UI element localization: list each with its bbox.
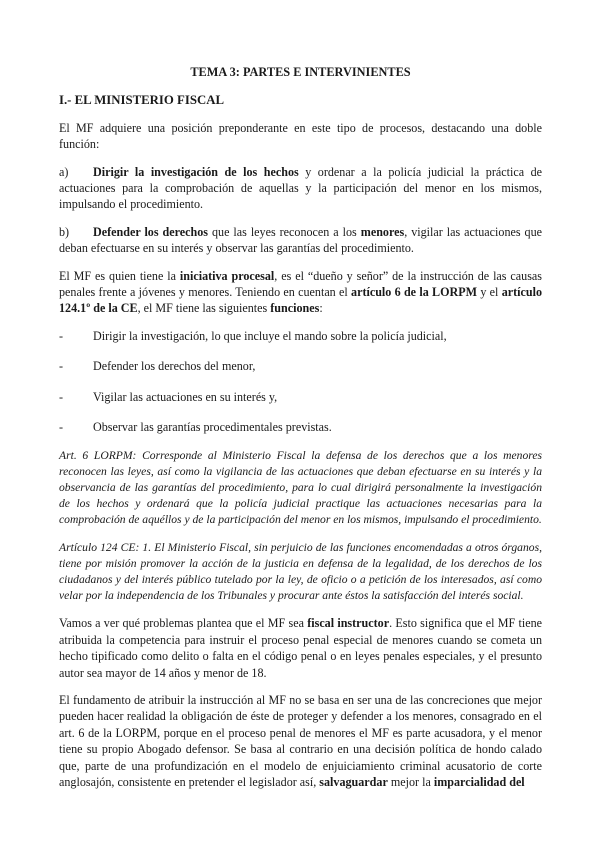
fundamento-bold-1: salvaguardar [319,774,388,789]
function-text: Observar las garantías procedimentales previstas. [93,420,332,435]
section-heading: I.- EL MINISTERIO FISCAL [59,93,224,108]
functions-list [59,328,542,436]
function-text: Vigilar las actuaciones en su interés y, [93,389,278,404]
instructor-paragraph [59,615,542,681]
fundamento-paragraph [59,692,542,790]
item-b-marker: b) [59,224,70,239]
mf-text-1: El MF es quien tiene la [59,268,180,283]
item-b-mid: que las leyes reconocen a los [208,224,361,239]
function-item [59,358,542,374]
dash-marker: - [59,389,64,404]
function-text: Dirigir la investigación, lo que incluye el mando sobre la policía judicial, [93,328,447,343]
dash-marker: - [59,420,64,435]
fundamento-text-1: El fundamento de atribuir la instrucción al MF no se basa en ser una de las concreciones que mejor pueden hacer realidad la obligación de éste de proteger y defender a los menores, consagrado en el art. 6 de la LORPM, porque en el proceso penal de menores el MF es parte acusadora, y el menor tiene su propio Abogado defensor. Se basa al contrario en una decisión política de hondo calado que, parte de una profundización en el modelo de enjuiciamiento criminal acusatorio de corte anglosajón, consistente en pretender el legislador así, [59,692,542,789]
mf-text-5: : [319,301,323,316]
fundamento-text-2: mejor la [387,774,434,789]
dash-marker: - [59,359,64,374]
function-item [59,328,542,344]
item-b-text: , vigilar las actuaciones que deban efectuarse en su interés y observar las garantías del procedimiento. [59,224,542,256]
intro-paragraph: El MF adquiere una posición preponderante en este tipo de procesos, destacando una doble función: [59,120,542,152]
fundamento-bold-2: imparcialidad del [433,774,525,789]
item-a [59,164,542,213]
quote-lorpm: Art. 6 LORPM: Corresponde al Ministerio Fiscal la defensa de los derechos que a los menores reconocen las leyes, así como la vigilancia de las actuaciones que deban efectuarse en su interés y la observancia de las garantías del procedimiento, para lo cual dirigirá personalmente la investigación de los hechos y ordenará que la policía judicial practique las actuaciones necesarias para la comprobación de aquéllos y de la participación del menor en los mismos, impulsando el procedimiento. [59,448,542,527]
item-b-bold: Defender los derechos [93,224,208,239]
quote-ce: Artículo 124 CE: 1. El Ministerio Fiscal, sin perjuicio de las funciones encomendadas a otros órganos, tiene por misión promover la acción de la justicia en defensa de la legalidad, de los derechos de los ciudadanos y del interés público tutelado por la ley, de oficio o a petición de los interesados, así como velar por la independencia de los Tribunales y procurar ante éstos la satisfacción del interés social. [59,540,542,603]
dash-marker: - [59,328,64,343]
mf-bold-1: iniciativa procesal [179,268,275,283]
mf-paragraph [59,268,542,317]
item-a-bold: Dirigir la investigación de los hechos [93,164,299,179]
item-b-bold2: menores [360,224,405,239]
item-a-marker: a) [59,164,69,179]
mf-bold-2: artículo 6 de la LORPM [351,285,478,300]
mf-text-3: y el [477,285,502,300]
document-page [59,64,542,801]
document-title: TEMA 3: PARTES E INTERVINIENTES [190,65,411,79]
mf-text-2: , es el “dueño y señor” de la instrucción de las causas penales frente a jóvenes y menores. Teniendo en cuentan el [59,268,542,300]
function-item [59,419,542,435]
mf-bold-4: funciones [270,301,320,316]
item-a-text: y ordenar a la policía judicial la práctica de actuaciones para la comprobación de aquellas y la participación del menor en los mismos, impulsando el procedimiento. [59,164,542,212]
mf-text-4: , el MF tiene las siguientes [137,301,271,316]
instructor-text-2: . Esto significa que el MF tiene atribuida la competencia para instruir el proceso penal especial de menores cuando se cometa un hecho tipificado como delito o falta en el código penal o en leyes penales especiales, y el presunto autor sea mayor de 14 años y menor de 18. [59,616,542,680]
mf-bold-3: artículo 124.1º de la CE [59,285,542,316]
instructor-bold: fiscal instructor [307,616,390,631]
instructor-text-1: Vamos a ver qué problemas plantea que el MF sea [59,616,308,631]
function-text: Defender los derechos del menor, [93,359,256,374]
item-b [59,224,542,257]
function-item [59,389,542,405]
